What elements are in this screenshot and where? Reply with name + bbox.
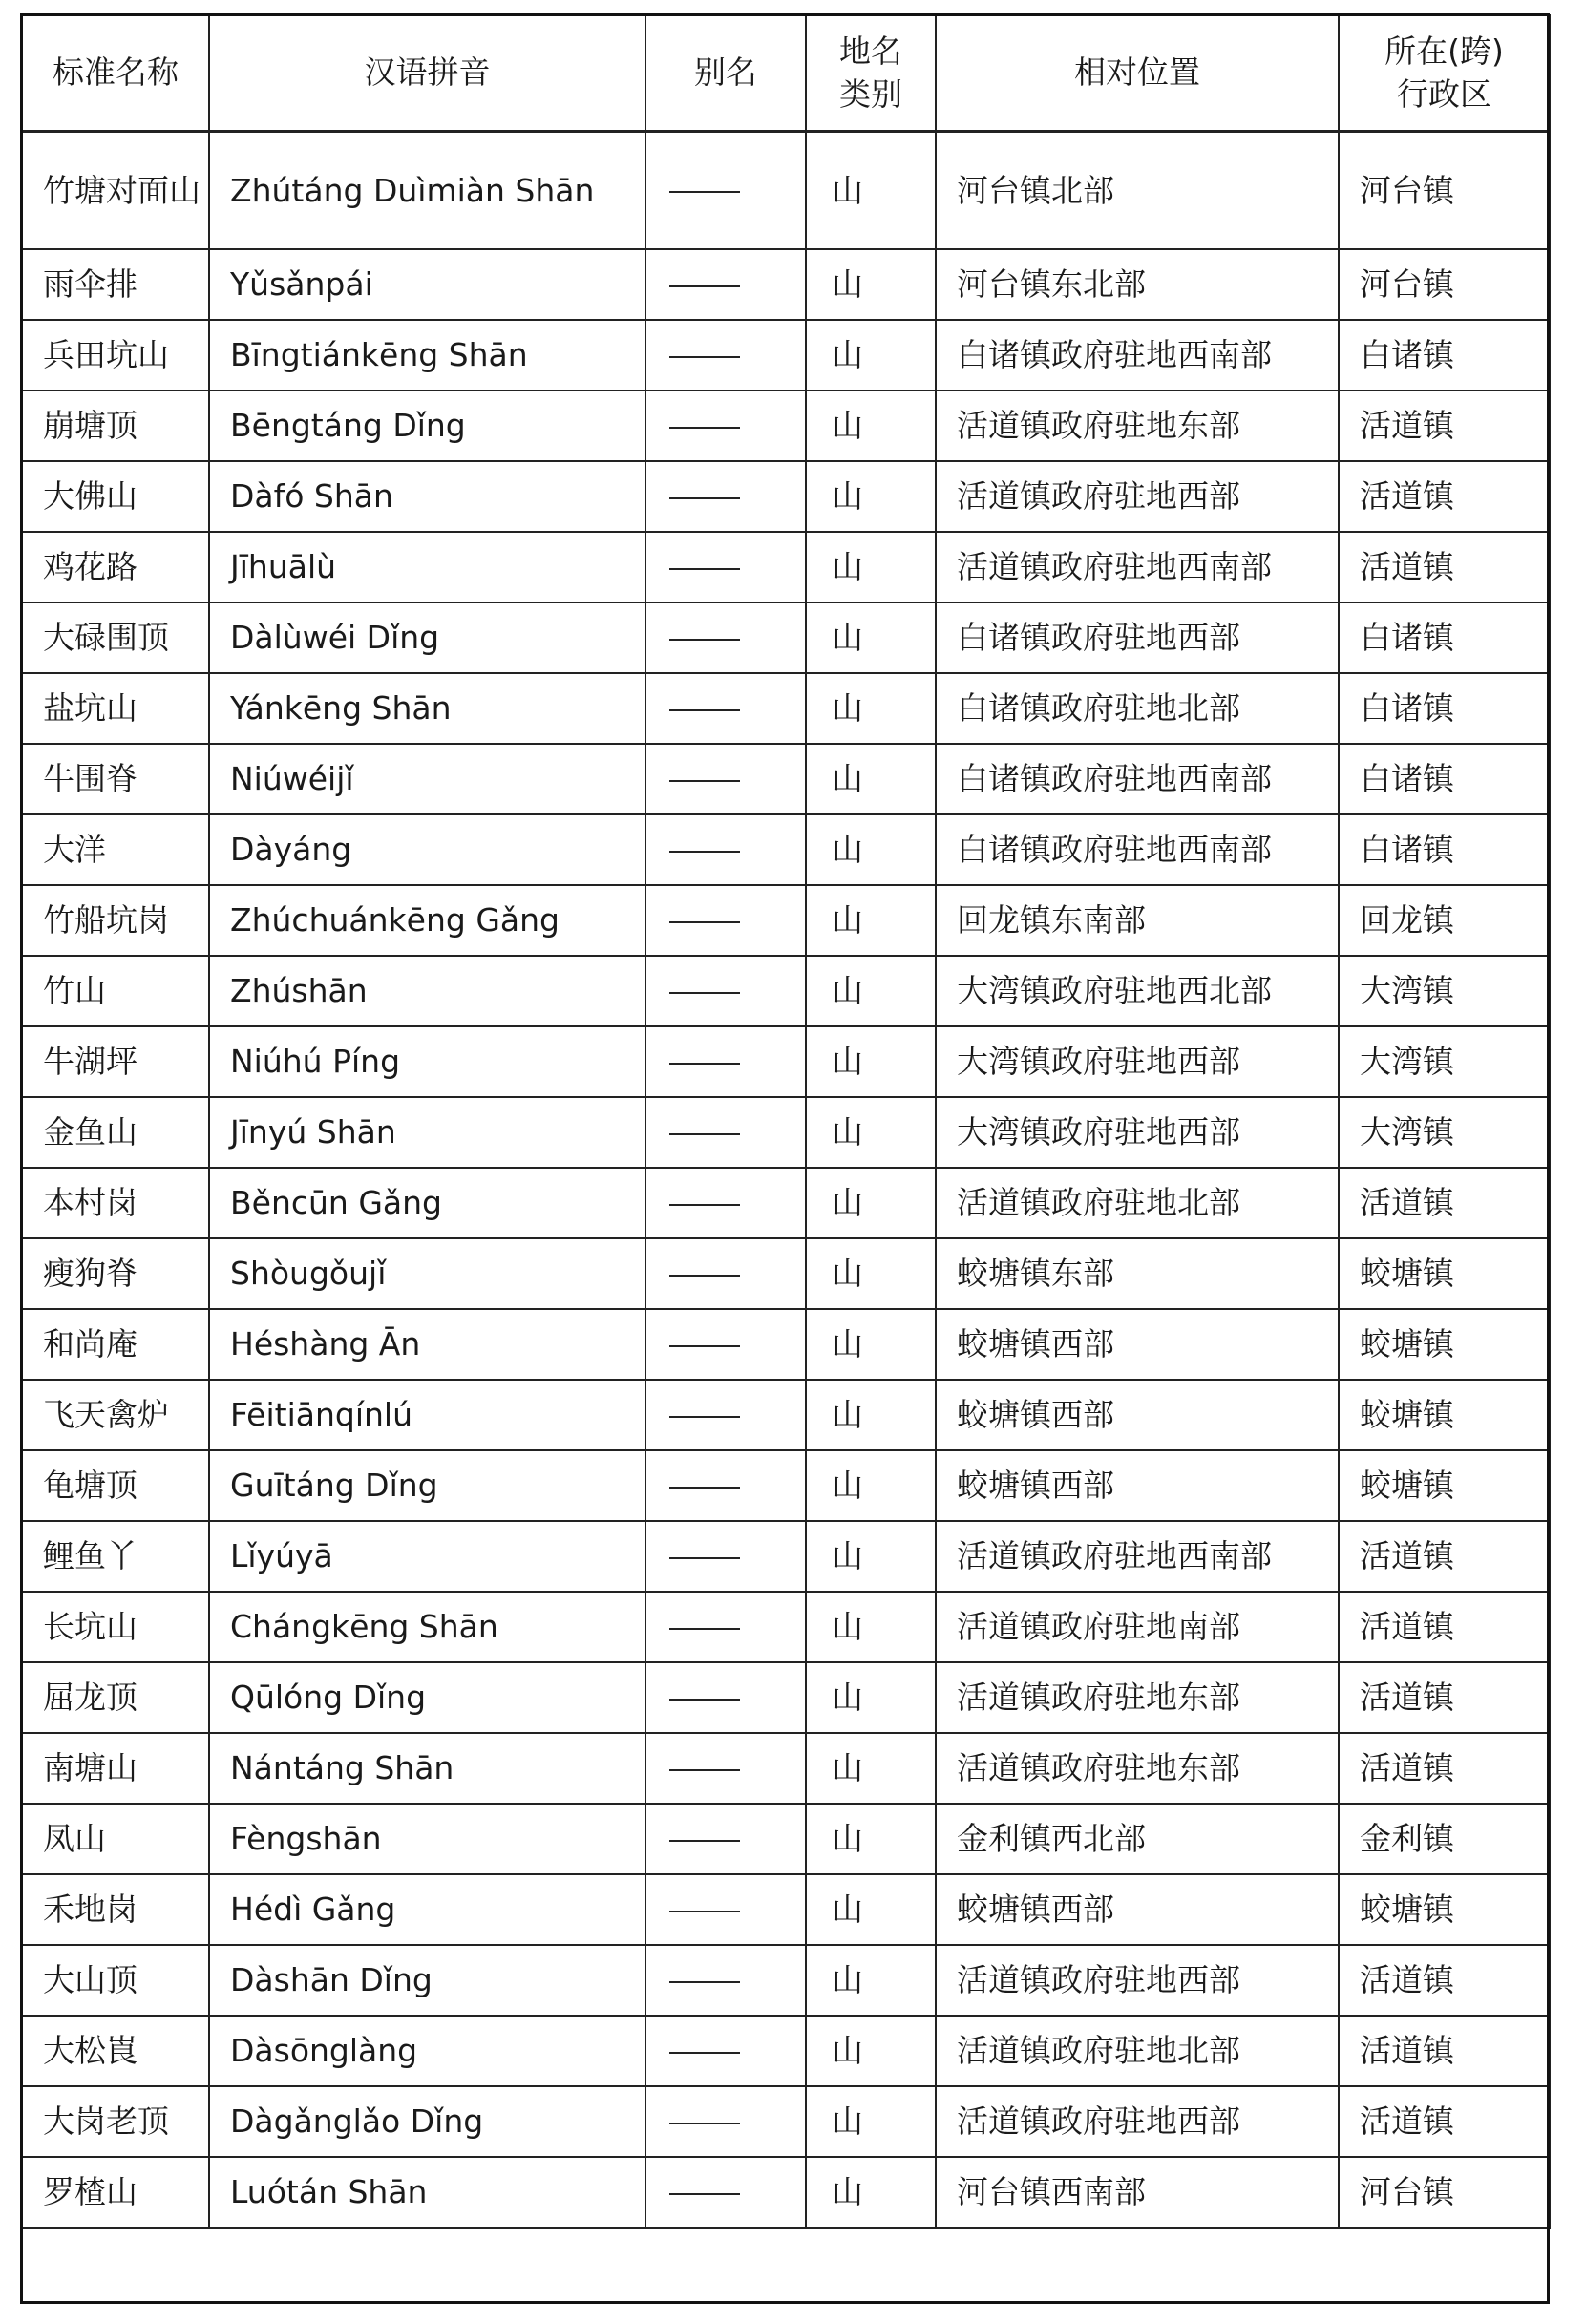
table-row [22, 1309, 1550, 1380]
cell-standard-name: 瘦狗脊 [22, 1238, 209, 1309]
header-admin-line1: 所在(跨) [1384, 32, 1504, 70]
table-row [22, 1450, 1550, 1521]
table-row [22, 1380, 1550, 1450]
cell-admin-region: 蛟塘镇 [1339, 1238, 1550, 1309]
table-row [22, 1238, 1550, 1309]
cell-standard-name: 南塘山 [22, 1733, 209, 1804]
table-row [22, 956, 1550, 1026]
cell-pinyin: Nántáng Shān [209, 1733, 645, 1804]
header-category-line2: 类别 [839, 74, 902, 113]
cell-alias [645, 673, 806, 744]
cell-relative-position: 活道镇政府驻地南部 [936, 1592, 1339, 1662]
header-alias: 别名 [645, 15, 806, 132]
cell-alias [645, 1238, 806, 1309]
cell-alias [645, 2157, 806, 2228]
header-relative-position: 相对位置 [936, 15, 1339, 132]
alias-dash [669, 1557, 740, 1559]
alias-dash [669, 1063, 740, 1065]
cell-alias [645, 1380, 806, 1450]
cell-pinyin: Zhútáng Duìmiàn Shān [209, 132, 645, 250]
alias-dash [669, 1628, 740, 1630]
cell-pinyin: Luótán Shān [209, 2157, 645, 2228]
cell-pinyin: Dàshān Dǐng [209, 1945, 645, 2016]
cell-admin-region: 活道镇 [1339, 391, 1550, 461]
table-row [22, 1097, 1550, 1168]
header-standard-name: 标准名称 [22, 15, 209, 132]
cell-admin-region: 蛟塘镇 [1339, 1874, 1550, 1945]
cell-category: 山 [806, 2086, 936, 2157]
cell-pinyin: Niúhú Píng [209, 1026, 645, 1097]
cell-admin-region: 活道镇 [1339, 2086, 1550, 2157]
cell-relative-position: 蛟塘镇西部 [936, 1309, 1339, 1380]
alias-dash [669, 1275, 740, 1277]
alias-dash [669, 1911, 740, 1912]
cell-relative-position: 蛟塘镇东部 [936, 1238, 1339, 1309]
alias-dash [669, 1416, 740, 1418]
cell-alias [645, 1450, 806, 1521]
cell-category: 山 [806, 320, 936, 391]
cell-admin-region: 活道镇 [1339, 532, 1550, 602]
cell-admin-region: 活道镇 [1339, 1733, 1550, 1804]
cell-category: 山 [806, 461, 936, 532]
cell-relative-position: 蛟塘镇西部 [936, 1874, 1339, 1945]
cell-pinyin: Shòugǒujǐ [209, 1238, 645, 1309]
table-row [22, 673, 1550, 744]
cell-admin-region: 河台镇 [1339, 2157, 1550, 2228]
table-row [22, 132, 1550, 250]
cell-category: 山 [806, 1026, 936, 1097]
cell-standard-name: 盐坑山 [22, 673, 209, 744]
cell-alias [645, 956, 806, 1026]
cell-category: 山 [806, 1733, 936, 1804]
cell-relative-position: 白诸镇政府驻地北部 [936, 673, 1339, 744]
cell-category: 山 [806, 1804, 936, 1874]
alias-dash [669, 992, 740, 994]
table-row [22, 885, 1550, 956]
cell-standard-name: 大洋 [22, 814, 209, 885]
cell-pinyin: Hédì Gǎng [209, 1874, 645, 1945]
cell-admin-region: 蛟塘镇 [1339, 1309, 1550, 1380]
alias-dash [669, 1487, 740, 1489]
cell-category: 山 [806, 814, 936, 885]
cell-pinyin: Dàsōnglàng [209, 2016, 645, 2086]
cell-alias [645, 132, 806, 250]
header-admin-region [1339, 15, 1550, 132]
cell-relative-position: 蛟塘镇西部 [936, 1450, 1339, 1521]
cell-admin-region: 河台镇 [1339, 249, 1550, 320]
cell-admin-region: 白诸镇 [1339, 320, 1550, 391]
table-row [22, 1662, 1550, 1733]
cell-alias [645, 1026, 806, 1097]
cell-standard-name: 本村岗 [22, 1168, 209, 1238]
alias-dash [669, 427, 740, 429]
table-row [22, 2157, 1550, 2228]
alias-dash [669, 1204, 740, 1206]
cell-alias [645, 532, 806, 602]
header-pinyin: 汉语拼音 [209, 15, 645, 132]
table-row [22, 1592, 1550, 1662]
cell-admin-region: 活道镇 [1339, 1945, 1550, 2016]
table-row [22, 2016, 1550, 2086]
alias-dash [669, 780, 740, 782]
cell-pinyin: Dàfó Shān [209, 461, 645, 532]
cell-admin-region: 活道镇 [1339, 2016, 1550, 2086]
cell-admin-region: 活道镇 [1339, 1521, 1550, 1592]
cell-relative-position: 活道镇政府驻地东部 [936, 1662, 1339, 1733]
alias-dash [669, 709, 740, 711]
alias-dash [669, 568, 740, 570]
cell-standard-name: 大松崀 [22, 2016, 209, 2086]
cell-category: 山 [806, 532, 936, 602]
cell-admin-region: 大湾镇 [1339, 1097, 1550, 1168]
cell-pinyin: Jīnyú Shān [209, 1097, 645, 1168]
alias-dash [669, 1345, 740, 1347]
cell-admin-region: 回龙镇 [1339, 885, 1550, 956]
cell-pinyin: Bīngtiánkēng Shān [209, 320, 645, 391]
cell-alias [645, 1804, 806, 1874]
table-row [22, 320, 1550, 391]
cell-alias [645, 1874, 806, 1945]
cell-admin-region: 白诸镇 [1339, 673, 1550, 744]
cell-relative-position: 蛟塘镇西部 [936, 1380, 1339, 1450]
table-row [22, 1733, 1550, 1804]
cell-pinyin: Yánkēng Shān [209, 673, 645, 744]
cell-standard-name: 大佛山 [22, 461, 209, 532]
alias-dash [669, 1133, 740, 1135]
cell-category: 山 [806, 132, 936, 250]
cell-category: 山 [806, 744, 936, 814]
header-admin-line2: 行政区 [1397, 74, 1491, 113]
cell-category: 山 [806, 1097, 936, 1168]
cell-category: 山 [806, 1521, 936, 1592]
cell-alias [645, 1097, 806, 1168]
cell-pinyin: Zhúshān [209, 956, 645, 1026]
cell-category: 山 [806, 249, 936, 320]
cell-standard-name: 牛围脊 [22, 744, 209, 814]
cell-standard-name: 龟塘顶 [22, 1450, 209, 1521]
cell-category: 山 [806, 2016, 936, 2086]
cell-relative-position: 金利镇西北部 [936, 1804, 1339, 1874]
alias-dash [669, 497, 740, 499]
cell-relative-position: 河台镇东北部 [936, 249, 1339, 320]
cell-relative-position: 大湾镇政府驻地西部 [936, 1097, 1339, 1168]
alias-dash [669, 1699, 740, 1701]
alias-dash [669, 2123, 740, 2124]
cell-standard-name: 兵田坑山 [22, 320, 209, 391]
cell-admin-region: 大湾镇 [1339, 1026, 1550, 1097]
cell-relative-position: 大湾镇政府驻地西北部 [936, 956, 1339, 1026]
table-row [22, 391, 1550, 461]
cell-relative-position: 白诸镇政府驻地西南部 [936, 744, 1339, 814]
cell-relative-position: 活道镇政府驻地西南部 [936, 1521, 1339, 1592]
alias-dash [669, 1769, 740, 1771]
cell-category: 山 [806, 2157, 936, 2228]
cell-standard-name: 鲤鱼丫 [22, 1521, 209, 1592]
alias-dash [669, 921, 740, 923]
cell-admin-region: 活道镇 [1339, 1662, 1550, 1733]
cell-pinyin: Chángkēng Shān [209, 1592, 645, 1662]
cell-pinyin: Lǐyúyā [209, 1521, 645, 1592]
alias-dash [669, 1981, 740, 1983]
cell-standard-name: 长坑山 [22, 1592, 209, 1662]
cell-pinyin: Dàyáng [209, 814, 645, 885]
table-row [22, 1945, 1550, 2016]
header-category-line1: 地名 [839, 32, 902, 70]
cell-alias [645, 885, 806, 956]
cell-admin-region: 蛟塘镇 [1339, 1450, 1550, 1521]
cell-category: 山 [806, 885, 936, 956]
cell-pinyin: Fēitiānqínlú [209, 1380, 645, 1450]
alias-dash [669, 639, 740, 641]
cell-standard-name: 罗楂山 [22, 2157, 209, 2228]
cell-alias [645, 1945, 806, 2016]
cell-relative-position: 回龙镇东南部 [936, 885, 1339, 956]
header-category [806, 15, 936, 132]
alias-dash [669, 2193, 740, 2195]
cell-relative-position: 白诸镇政府驻地西南部 [936, 320, 1339, 391]
cell-alias [645, 1592, 806, 1662]
cell-standard-name: 崩塘顶 [22, 391, 209, 461]
cell-category: 山 [806, 1168, 936, 1238]
cell-alias [645, 1733, 806, 1804]
cell-alias [645, 249, 806, 320]
cell-standard-name: 飞天禽炉 [22, 1380, 209, 1450]
alias-dash [669, 851, 740, 853]
cell-relative-position: 活道镇政府驻地西部 [936, 1945, 1339, 2016]
cell-standard-name: 大岗老顶 [22, 2086, 209, 2157]
cell-admin-region: 白诸镇 [1339, 814, 1550, 885]
cell-category: 山 [806, 1945, 936, 2016]
cell-admin-region: 大湾镇 [1339, 956, 1550, 1026]
cell-relative-position: 活道镇政府驻地东部 [936, 391, 1339, 461]
cell-pinyin: Jīhuālù [209, 532, 645, 602]
cell-admin-region: 活道镇 [1339, 1592, 1550, 1662]
cell-admin-region: 金利镇 [1339, 1804, 1550, 1874]
cell-standard-name: 大山顶 [22, 1945, 209, 2016]
cell-pinyin: Zhúchuánkēng Gǎng [209, 885, 645, 956]
header-row [22, 15, 1550, 132]
cell-alias [645, 1662, 806, 1733]
cell-standard-name: 雨伞排 [22, 249, 209, 320]
cell-standard-name: 竹船坑岗 [22, 885, 209, 956]
cell-relative-position: 大湾镇政府驻地西部 [936, 1026, 1339, 1097]
cell-admin-region: 活道镇 [1339, 1168, 1550, 1238]
table-row [22, 461, 1550, 532]
cell-relative-position: 活道镇政府驻地北部 [936, 2016, 1339, 2086]
cell-pinyin: Qūlóng Dǐng [209, 1662, 645, 1733]
cell-admin-region: 白诸镇 [1339, 602, 1550, 673]
cell-pinyin: Bēngtáng Dǐng [209, 391, 645, 461]
cell-pinyin: Běncūn Gǎng [209, 1168, 645, 1238]
table-row [22, 1521, 1550, 1592]
cell-relative-position: 白诸镇政府驻地西南部 [936, 814, 1339, 885]
cell-standard-name: 牛湖坪 [22, 1026, 209, 1097]
cell-standard-name: 凤山 [22, 1804, 209, 1874]
alias-dash [669, 356, 740, 358]
cell-alias [645, 1521, 806, 1592]
cell-standard-name: 金鱼山 [22, 1097, 209, 1168]
cell-category: 山 [806, 673, 936, 744]
gazetteer-table [21, 14, 1551, 2229]
cell-category: 山 [806, 1309, 936, 1380]
table-row [22, 249, 1550, 320]
cell-alias [645, 744, 806, 814]
cell-relative-position: 河台镇北部 [936, 132, 1339, 250]
cell-admin-region: 河台镇 [1339, 132, 1550, 250]
table-row [22, 1804, 1550, 1874]
cell-pinyin: Héshàng Ān [209, 1309, 645, 1380]
cell-relative-position: 河台镇西南部 [936, 2157, 1339, 2228]
cell-relative-position: 白诸镇政府驻地西部 [936, 602, 1339, 673]
cell-pinyin: Fèngshān [209, 1804, 645, 1874]
table-row [22, 532, 1550, 602]
cell-alias [645, 1168, 806, 1238]
cell-category: 山 [806, 956, 936, 1026]
cell-standard-name: 竹塘对面山 [22, 132, 209, 250]
cell-alias [645, 814, 806, 885]
cell-alias [645, 2016, 806, 2086]
cell-alias [645, 2086, 806, 2157]
cell-standard-name: 和尚庵 [22, 1309, 209, 1380]
cell-relative-position: 活道镇政府驻地西部 [936, 2086, 1339, 2157]
cell-relative-position: 活道镇政府驻地西南部 [936, 532, 1339, 602]
cell-alias [645, 320, 806, 391]
cell-category: 山 [806, 1592, 936, 1662]
cell-admin-region: 蛟塘镇 [1339, 1380, 1550, 1450]
cell-category: 山 [806, 1450, 936, 1521]
table-row [22, 1874, 1550, 1945]
cell-category: 山 [806, 391, 936, 461]
cell-category: 山 [806, 1380, 936, 1450]
cell-pinyin: Dàlùwéi Dǐng [209, 602, 645, 673]
table-row [22, 814, 1550, 885]
cell-standard-name: 禾地岗 [22, 1874, 209, 1945]
cell-relative-position: 活道镇政府驻地北部 [936, 1168, 1339, 1238]
alias-dash [669, 2052, 740, 2054]
cell-alias [645, 602, 806, 673]
table-row [22, 602, 1550, 673]
table-row [22, 1026, 1550, 1097]
cell-category: 山 [806, 1874, 936, 1945]
cell-pinyin: Dàgǎnglǎo Dǐng [209, 2086, 645, 2157]
cell-relative-position: 活道镇政府驻地东部 [936, 1733, 1339, 1804]
cell-pinyin: Niúwéijǐ [209, 744, 645, 814]
cell-admin-region: 活道镇 [1339, 461, 1550, 532]
alias-dash [669, 191, 740, 193]
cell-standard-name: 屈龙顶 [22, 1662, 209, 1733]
cell-category: 山 [806, 1238, 936, 1309]
cell-relative-position: 活道镇政府驻地西部 [936, 461, 1339, 532]
alias-dash [669, 285, 740, 287]
cell-category: 山 [806, 602, 936, 673]
cell-standard-name: 大碌围顶 [22, 602, 209, 673]
cell-standard-name: 竹山 [22, 956, 209, 1026]
table-row [22, 1168, 1550, 1238]
cell-alias [645, 391, 806, 461]
cell-pinyin: Yǔsǎnpái [209, 249, 645, 320]
cell-pinyin: Guītáng Dǐng [209, 1450, 645, 1521]
table-row [22, 2086, 1550, 2157]
cell-alias [645, 461, 806, 532]
cell-alias [645, 1309, 806, 1380]
cell-standard-name: 鸡花路 [22, 532, 209, 602]
table-row [22, 744, 1550, 814]
alias-dash [669, 1840, 740, 1842]
cell-category: 山 [806, 1662, 936, 1733]
cell-admin-region: 白诸镇 [1339, 744, 1550, 814]
